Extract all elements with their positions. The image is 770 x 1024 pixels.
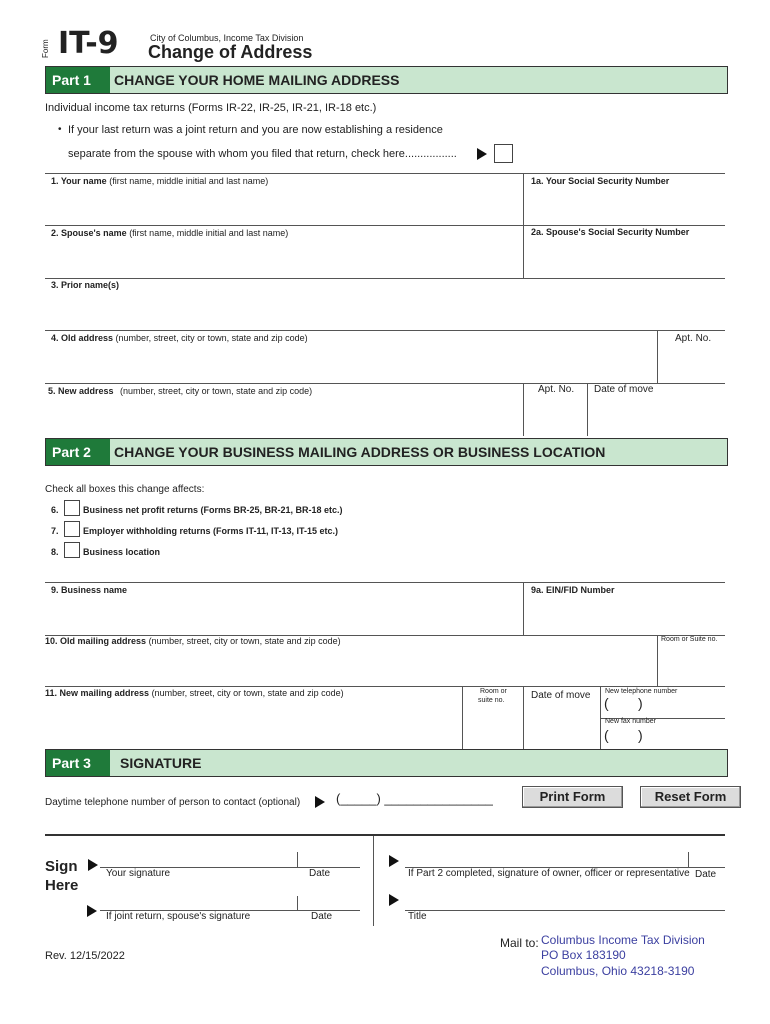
arrow-right-icon	[88, 859, 98, 871]
field10-hint: (number, street, city or town, state and zip code)	[148, 636, 341, 646]
spouse-date-label: Date	[311, 911, 333, 922]
your-signature-label: Your signature	[106, 868, 171, 879]
opt8-label: Business location	[83, 547, 161, 557]
title-field[interactable]	[405, 893, 725, 910]
spouse-signature-label: If joint return, spouse's signature	[106, 911, 251, 922]
employer-withholding-checkbox[interactable]	[64, 521, 80, 537]
business-move-date-label: Date of move	[531, 690, 591, 701]
owner-date-label: Date	[695, 869, 717, 880]
new-apt-label: Apt. No.	[538, 384, 575, 395]
part3-title: SIGNATURE	[120, 755, 202, 771]
part2-header	[45, 438, 728, 466]
ein-field[interactable]	[524, 596, 724, 634]
field9a-label: 9a. EIN/FID Number	[531, 585, 615, 595]
your-name-field[interactable]	[45, 186, 523, 224]
new-mailing-field[interactable]	[45, 700, 461, 748]
ssn-field[interactable]	[524, 186, 724, 224]
move-date-field[interactable]	[588, 396, 724, 434]
agency-name: City of Columbus, Income Tax Division	[150, 33, 304, 43]
field2-label: 2. Spouse's name	[51, 228, 127, 238]
new-room-label-1: Room or	[480, 688, 507, 695]
arrow-right-icon	[315, 796, 325, 808]
business-location-checkbox[interactable]	[64, 542, 80, 558]
part1-header	[45, 66, 728, 94]
business-move-date-field[interactable]	[524, 704, 599, 748]
tel-paren-close: )	[638, 695, 643, 711]
owner-signature-label: If Part 2 completed, signature of owner, officer or representative	[408, 868, 690, 879]
new-fax-field[interactable]	[602, 728, 724, 748]
prior-names-field[interactable]	[45, 290, 725, 328]
part2-title: CHANGE YOUR BUSINESS MAILING ADDRESS OR BUSINESS LOCATION	[114, 444, 606, 460]
arrow-right-icon	[389, 855, 399, 867]
contact-phone-field[interactable]: (_____) _______________	[336, 791, 493, 806]
phone-label: Daytime telephone number of person to contact (optional)	[45, 797, 301, 808]
mail-to-label: Mail to:	[500, 936, 539, 950]
new-room-field[interactable]	[463, 708, 523, 748]
opt7-number: 7.	[51, 526, 59, 536]
new-tel-field[interactable]	[602, 696, 724, 716]
fax-paren-close: )	[638, 727, 643, 743]
arrow-right-icon	[389, 894, 399, 906]
field4-hint: (number, street, city or town, state and zip code)	[115, 333, 308, 343]
form-id: IT-9	[58, 26, 119, 61]
sign-label: Sign	[45, 858, 78, 875]
arrow-right-icon	[477, 148, 487, 160]
opt7-label: Employer withholding returns (Forms IT-11, IT-13, IT-15 etc.)	[83, 526, 339, 536]
move-date-label: Date of move	[594, 384, 654, 395]
print-form-button[interactable]: Print Form	[522, 786, 623, 808]
field1-hint: (first name, middle initial and last name)	[109, 176, 269, 186]
old-room-field[interactable]	[658, 648, 724, 684]
mail-address-line1: Columbus Income Tax Division	[541, 933, 705, 947]
old-address-field[interactable]	[45, 343, 657, 381]
field11-label: 11. New mailing address	[45, 688, 150, 698]
part1-intro: Individual income tax returns (Forms IR-22, IR-25, IR-21, IR-18 etc.)	[45, 102, 377, 114]
mail-address-line2: PO Box 183190	[541, 948, 626, 962]
spouse-name-field[interactable]	[45, 238, 523, 276]
joint-text-2: separate from the spouse with whom you filed that return, check here.................	[68, 148, 457, 160]
field5-hint: (number, street, city or town, state and zip code)	[120, 386, 313, 396]
part2-tag: Part 2	[46, 439, 110, 465]
reset-form-button[interactable]: Reset Form	[640, 786, 741, 808]
part3-tag: Part 3	[46, 750, 110, 776]
field2a-label: 2a. Spouse's Social Security Number	[531, 227, 690, 237]
part1-tag: Part 1	[46, 67, 110, 93]
title-label: Title	[408, 911, 427, 922]
field2-hint: (first name, middle initial and last name)	[129, 228, 289, 238]
opt6-number: 6.	[51, 505, 59, 515]
field4-label: 4. Old address	[51, 333, 114, 343]
joint-return-checkbox[interactable]	[494, 144, 513, 163]
old-apt-field[interactable]	[658, 343, 724, 381]
field3-label: 3. Prior name(s)	[51, 280, 120, 290]
spouse-signature-field[interactable]	[100, 893, 360, 910]
old-mailing-field[interactable]	[45, 648, 657, 684]
check-all-label: Check all boxes this change affects:	[45, 484, 205, 495]
business-net-profit-checkbox[interactable]	[64, 500, 80, 516]
business-name-field[interactable]	[45, 596, 523, 634]
field11-hint: (number, street, city or town, state and zip code)	[151, 688, 344, 698]
new-tel-label: New telephone number	[605, 688, 678, 695]
old-room-label: Room or Suite no.	[661, 636, 718, 643]
joint-text-1: If your last return was a joint return and you are now establishing a residence	[68, 124, 443, 136]
fax-paren-open: (	[604, 727, 609, 743]
your-signature-field[interactable]	[100, 850, 360, 867]
owner-signature-field[interactable]	[405, 850, 725, 867]
opt8-number: 8.	[51, 547, 59, 557]
page-title: Change of Address	[148, 42, 313, 62]
new-room-label-2: suite no.	[478, 697, 505, 704]
signature-date-label: Date	[309, 868, 331, 879]
part1-title: CHANGE YOUR HOME MAILING ADDRESS	[114, 72, 400, 88]
new-fax-label: New fax number	[605, 718, 656, 725]
field9-label: 9. Business name	[51, 585, 128, 595]
bullet-icon: •	[58, 124, 62, 135]
tel-paren-open: (	[604, 695, 609, 711]
mail-address-line3: Columbus, Ohio 43218-3190	[541, 964, 695, 978]
field1a-label: 1a. Your Social Security Number	[531, 176, 670, 186]
field1-label: 1. Your name	[51, 176, 107, 186]
part3-header	[45, 749, 728, 777]
here-label: Here	[45, 877, 79, 894]
field10-label: 10. Old mailing address	[45, 636, 147, 646]
revision-date: Rev. 12/15/2022	[45, 950, 125, 962]
arrow-right-icon	[87, 905, 97, 917]
old-apt-label: Apt. No.	[675, 333, 712, 344]
form-word: Form	[41, 39, 50, 58]
field5-label: 5. New address	[48, 386, 114, 396]
new-address-field[interactable]	[45, 396, 523, 434]
spouse-ssn-field[interactable]	[524, 238, 724, 276]
opt6-label: Business net profit returns (Forms BR-25, BR-21, BR-18 etc.)	[83, 505, 343, 515]
new-apt-field[interactable]	[524, 396, 586, 434]
